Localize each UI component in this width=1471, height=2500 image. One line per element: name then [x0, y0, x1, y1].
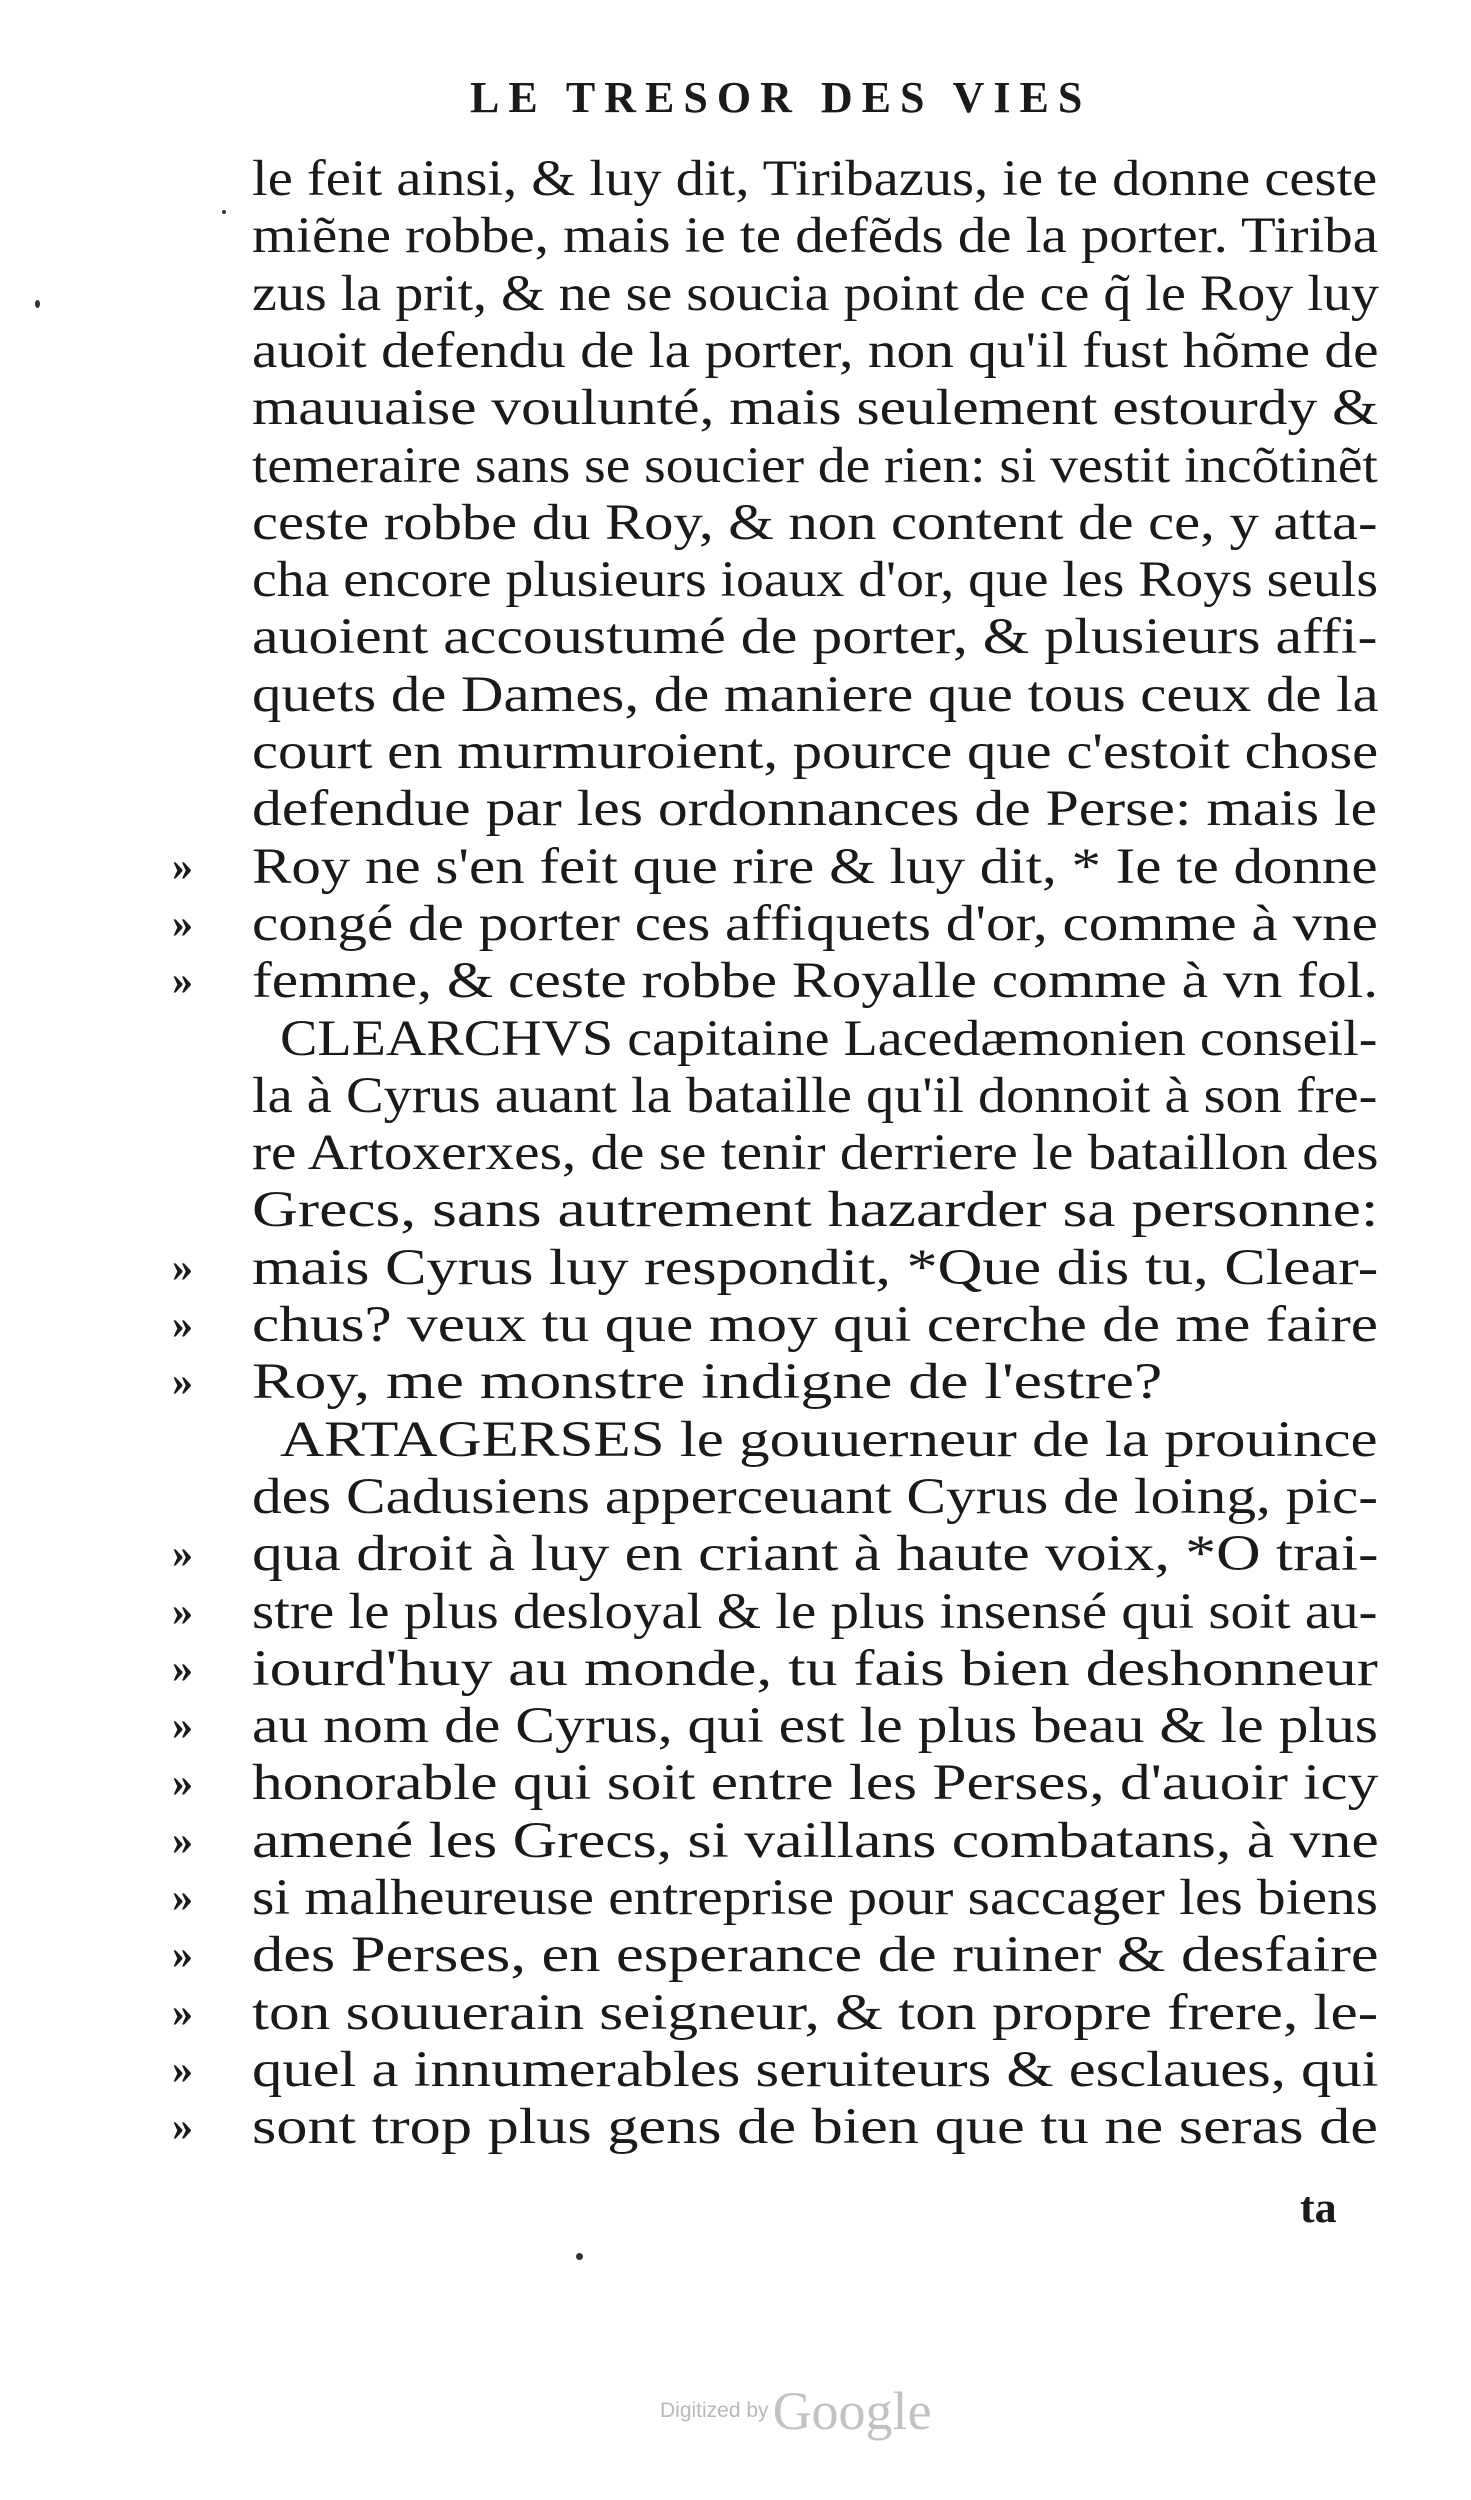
- text-line: [0, 723, 1471, 781]
- text-line: [0, 895, 1471, 953]
- digitized-by-label: Digitized by: [660, 2399, 769, 2422]
- line-text: mauuaise voulunté, mais seulement estourdy &: [252, 380, 1379, 436]
- text-line: [0, 608, 1471, 666]
- text-line: [0, 1468, 1471, 1526]
- text-line: [0, 207, 1471, 265]
- quote-marker: »: [172, 1646, 196, 1692]
- quote-marker: »: [172, 1302, 196, 1348]
- text-line: [0, 1124, 1471, 1182]
- line-text: auoit defendu de la porter, non qu'il fust hõme de: [252, 323, 1379, 379]
- line-text: ton souuerain seigneur, & ton propre frere, le-: [252, 1985, 1379, 2041]
- quote-marker: »: [172, 1531, 196, 1577]
- text-line: [0, 265, 1471, 323]
- text-line: [0, 1525, 1471, 1583]
- line-text: sont trop plus gens de bien que tu ne seras de: [252, 2099, 1378, 2155]
- line-text: la à Cyrus auant la bataille qu'il donnoit à son fre-: [252, 1068, 1378, 1124]
- line-text: congé de porter ces affiquets d'or, comme à vne: [252, 896, 1378, 952]
- line-text: zus la prit, & ne se soucia point de ce q̃ le Roy luy: [252, 266, 1379, 322]
- line-text: stre le plus desloyal & le plus insensé qui soit au-: [252, 1584, 1378, 1640]
- line-text: temeraire sans se soucier de rien: si vestit incõtinẽt: [252, 438, 1378, 494]
- line-text: amené les Grecs, si vaillans combatans, à vne: [252, 1813, 1379, 1869]
- text-line: [0, 1583, 1471, 1641]
- text-line: [0, 1181, 1471, 1239]
- line-text: quel a innumerables seruiteurs & esclaues, qui: [252, 2042, 1379, 2098]
- paper-speck: [576, 2253, 583, 2260]
- text-line: [0, 1296, 1471, 1354]
- text-line: [0, 1812, 1471, 1870]
- quote-marker: »: [172, 1359, 196, 1405]
- text-line: [0, 1754, 1471, 1812]
- quote-marker: »: [172, 1990, 196, 2036]
- google-logo: Google: [772, 2381, 932, 2441]
- quote-marker: »: [172, 2047, 196, 2093]
- quote-marker: »: [172, 1703, 196, 1749]
- text-line: [0, 150, 1471, 208]
- line-text: defendue par les ordonnances de Perse: mais le: [252, 781, 1378, 837]
- text-line: [0, 1926, 1471, 1984]
- quote-marker: »: [172, 901, 196, 947]
- catchword: ta: [1300, 2183, 1337, 2232]
- line-text: miẽne robbe, mais ie te defẽds de la porter. Tiriba: [252, 208, 1378, 264]
- line-text: Roy, me monstre indigne de l'estre?: [252, 1354, 1163, 1410]
- text-line: [0, 1353, 1471, 1411]
- text-line: [0, 1869, 1471, 1927]
- line-text: cha encore plusieurs ioaux d'or, que les Roys seuls: [252, 552, 1379, 608]
- line-text: le feit ainsi, & luy dit, Tiribazus, ie te donne ceste: [252, 151, 1378, 207]
- text-line: [0, 1697, 1471, 1755]
- text-line: [0, 551, 1471, 609]
- line-text: femme, & ceste robbe Royalle comme à vn fol.: [252, 953, 1379, 1009]
- quote-marker: »: [172, 2104, 196, 2150]
- line-text: CLEARCHVS capitaine Lacedæmonien conseil-: [280, 1011, 1378, 1067]
- line-text: chus? veux tu que moy qui cerche de me faire: [252, 1297, 1379, 1353]
- quote-marker: »: [172, 1932, 196, 1978]
- quote-marker: »: [172, 958, 196, 1004]
- running-head: LE TRESOR DES VIES: [470, 73, 1092, 122]
- paper-speck: [35, 300, 40, 308]
- line-text: ceste robbe du Roy, & non content de ce, y atta-: [252, 495, 1378, 551]
- text-line: [0, 1984, 1471, 2042]
- text-line: [0, 1239, 1471, 1297]
- quote-marker: »: [172, 1818, 196, 1864]
- line-text: des Perses, en esperance de ruiner & desfaire: [252, 1927, 1379, 1983]
- line-text: ARTAGERSES le gouuerneur de la prouince: [280, 1412, 1378, 1468]
- text-line: [0, 379, 1471, 437]
- text-line: [0, 952, 1471, 1010]
- line-text: iourd'huy au monde, tu fais bien deshonneur: [252, 1641, 1378, 1697]
- paper-speck: [222, 210, 226, 214]
- text-line: [0, 494, 1471, 552]
- line-text: honorable qui soit entre les Perses, d'auoir icy: [252, 1755, 1379, 1811]
- quote-marker: »: [172, 844, 196, 890]
- text-line: [0, 1010, 1471, 1068]
- quote-marker: »: [172, 1589, 196, 1635]
- text-line: [0, 1640, 1471, 1698]
- line-text: Grecs, sans autrement hazarder sa personne:: [252, 1182, 1379, 1238]
- text-line: [0, 322, 1471, 380]
- text-line: [0, 1411, 1471, 1469]
- quote-marker: »: [172, 1760, 196, 1806]
- text-line: [0, 1067, 1471, 1125]
- line-text: auoient accoustumé de porter, & plusieurs affi-: [252, 609, 1378, 665]
- line-text: si malheureuse entreprise pour saccager les biens: [252, 1870, 1378, 1926]
- line-text: quets de Dames, de maniere que tous ceux de la: [252, 667, 1379, 723]
- digitization-watermark: [660, 2380, 932, 2442]
- text-line: [0, 666, 1471, 724]
- line-text: au nom de Cyrus, qui est le plus beau & le plus: [252, 1698, 1378, 1754]
- text-line: [0, 780, 1471, 838]
- line-text: Roy ne s'en feit que rire & luy dit, * Ie te donne: [252, 839, 1378, 895]
- line-text: mais Cyrus luy respondit, *Que dis tu, Clear-: [252, 1240, 1379, 1296]
- line-text: des Cadusiens apperceuant Cyrus de loing, pic-: [252, 1469, 1378, 1525]
- line-text: re Artoxerxes, de se tenir derriere le bataillon des: [252, 1125, 1379, 1181]
- line-text: qua droit à luy en criant à haute voix, *O trai-: [252, 1526, 1379, 1582]
- text-line: [0, 2041, 1471, 2099]
- text-line: [0, 437, 1471, 495]
- quote-marker: »: [172, 1875, 196, 1921]
- text-line: [0, 2098, 1471, 2156]
- quote-marker: »: [172, 1245, 196, 1291]
- line-text: court en murmuroient, pource que c'estoit chose: [252, 724, 1379, 780]
- text-line: [0, 838, 1471, 896]
